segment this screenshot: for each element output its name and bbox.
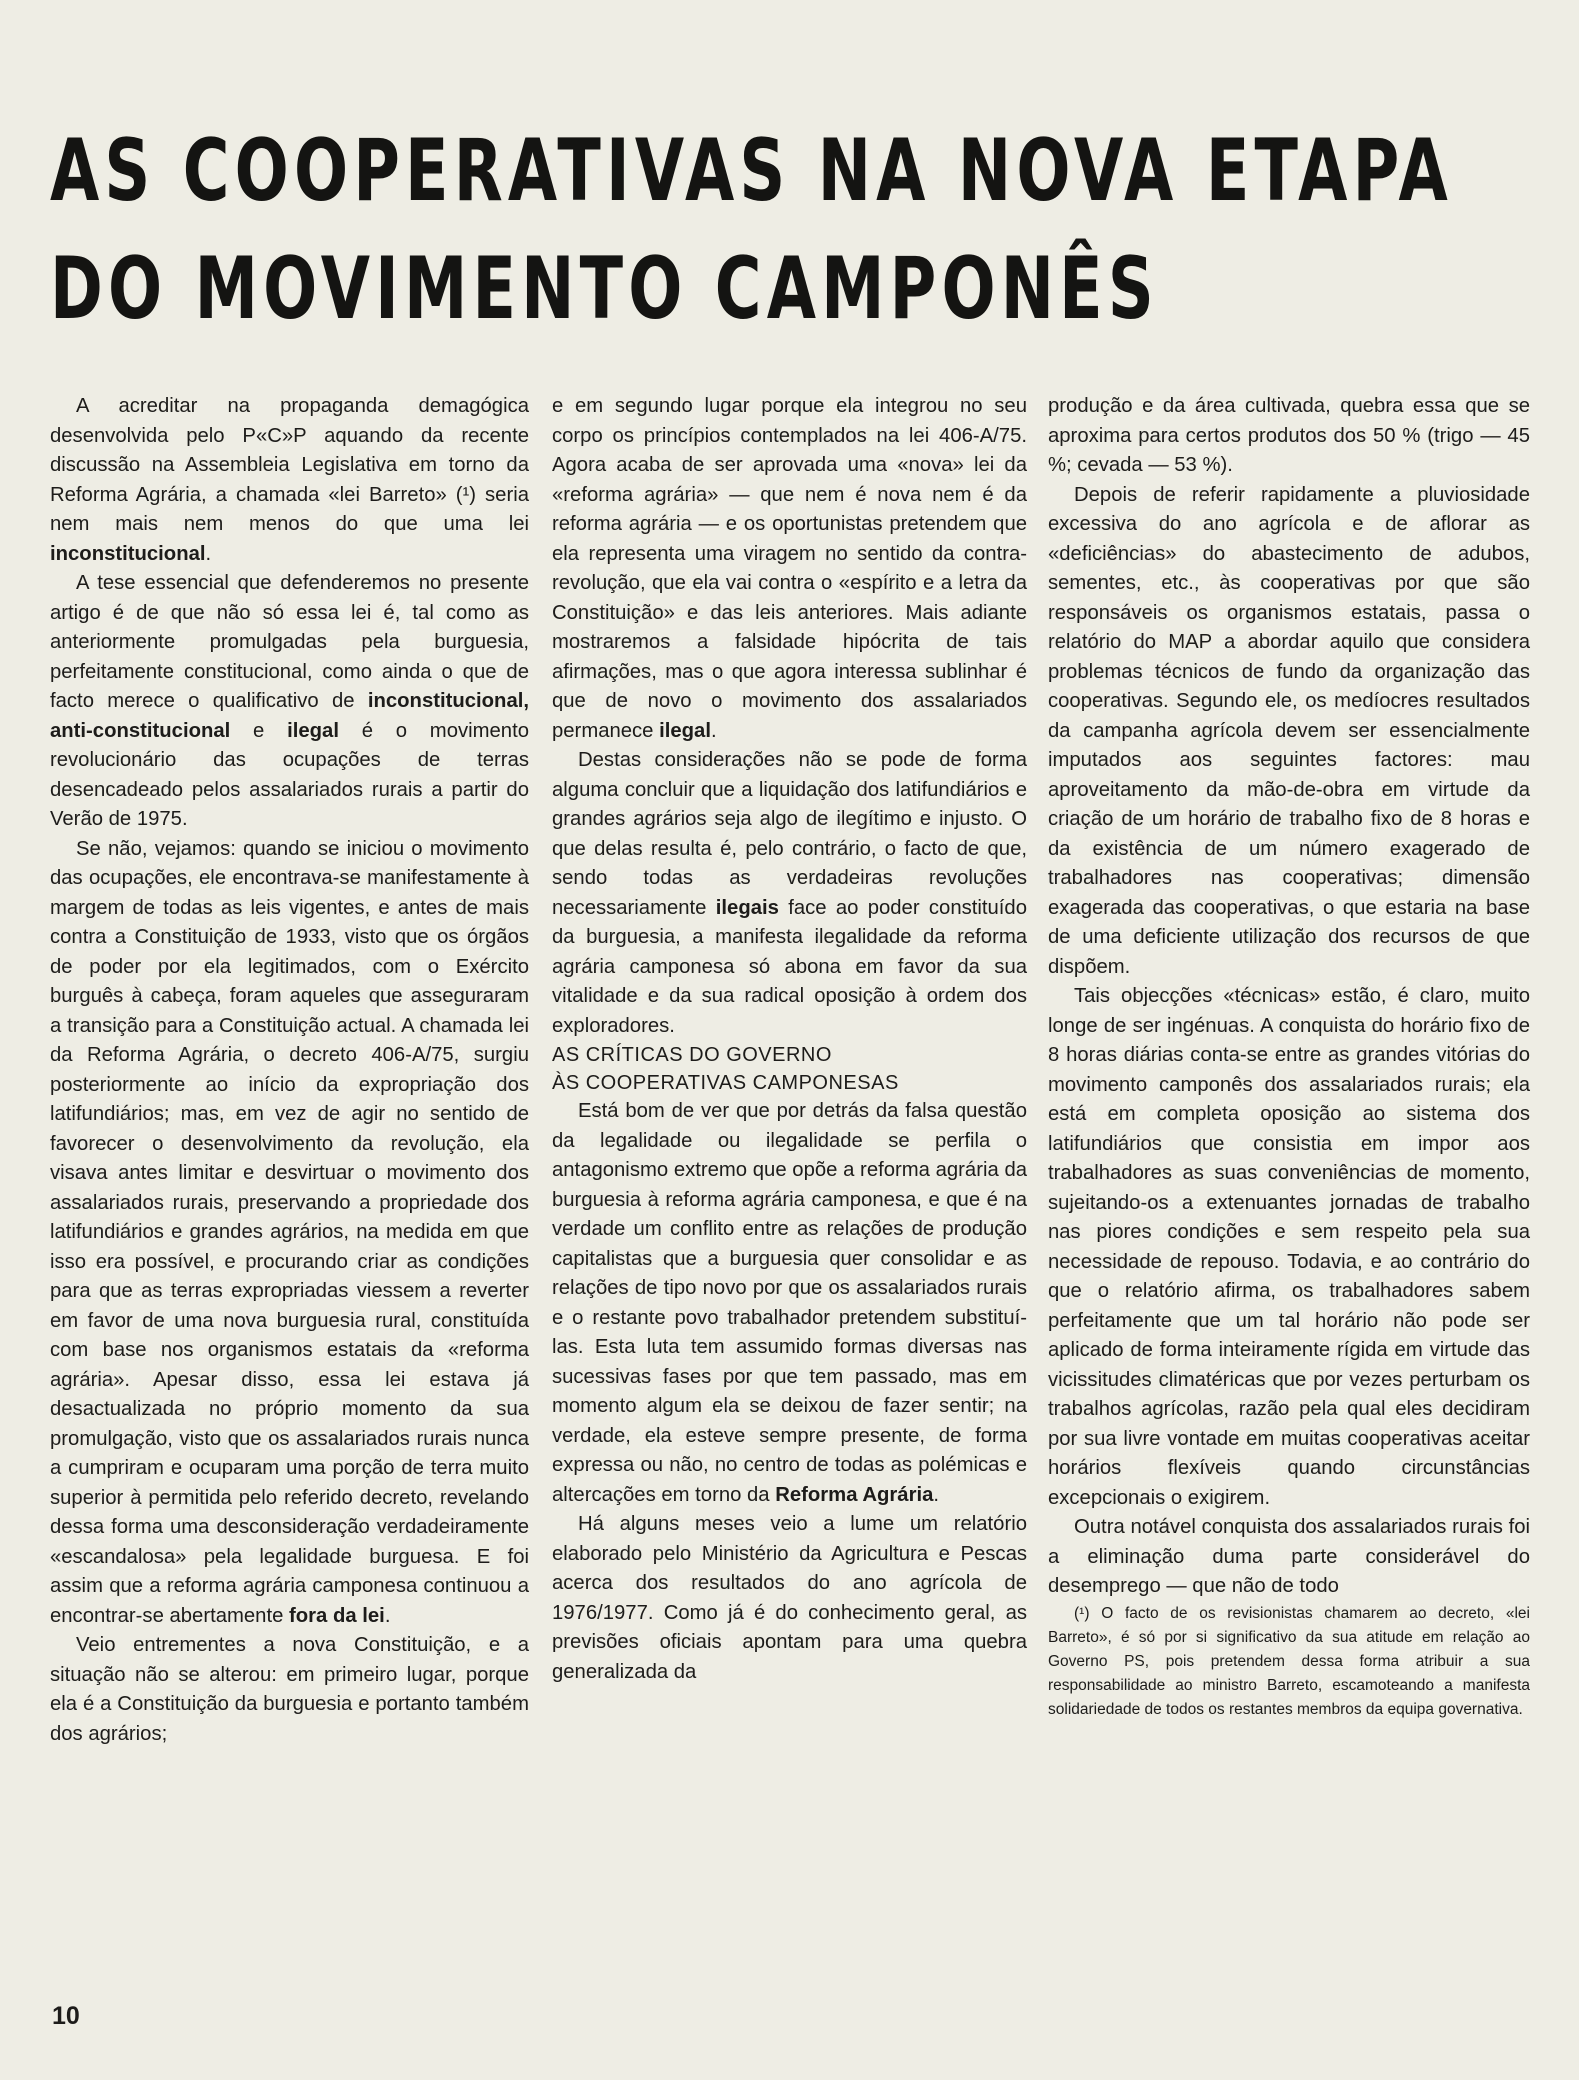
title-line-1: AS COOPERATIVAS NA NOVA ETAPA bbox=[50, 121, 1453, 221]
paragraph: Há alguns meses veio a lume um relatório elaborado pelo Ministério da Agricultura e Pescas acerca dos resultados do ano agrícola de 1976/1977. Como já é do conhecimento geral, as previsões oficiais apontam para uma quebra generalizada da bbox=[552, 1513, 1027, 1683]
article-title bbox=[50, 112, 1530, 348]
paragraph: Tais objecções «técnicas» estão, é claro, muito longe de ser ingénuas. A conquista do horário fixo de 8 horas diárias conta-se entre as grandes vitórias do movimento camponês dos assalariados rurais; ela está em completa oposição ao sistema dos latifundiários que consistia em impor aos trabalhadores as suas conveniências de momento, sujeitando-os a extenuantes jornadas de trabalho nas piores condições e sem respeito pela sua necessidade de repouso. Todavia, e ao contrário do que o relatório afirma, os trabalhadores sabem perfeitamente que um tal horário não pode ser aplicado de forma inteiramente rígida em virtude das vicissitudes climatéricas que por vezes perturbam os trabalhos agrícolas, razão pela qual eles decidiram por sua livre vontade em muitas cooperativas aceitar horários flexíveis quando circunstâncias excepcionais o exigirem. bbox=[1048, 985, 1530, 1509]
section-subtitle: AS CRÍTICAS DO GOVERNO ÀS COOPERATIVAS CAMPONESAS bbox=[552, 1044, 899, 1094]
footnote: (¹) O facto de os revisionistas chamarem ao decreto, «lei Barreto», é só por si significativo da sua atitude em relação ao Governo PS, pois pretendem dessa forma atribuir a sua responsabilidade ao ministro Barreto, escamoteando a manifesta solidariedade de todos os restantes membros da equipa governativa. bbox=[1048, 1604, 1530, 1718]
page-number: 10 bbox=[52, 2002, 80, 2030]
column-2 bbox=[552, 392, 1027, 1687]
paragraph: A tese essencial que defenderemos no presente artigo é de que não só essa lei é, tal como as anteriormente promulgadas pela burguesia, perfeitamente constitucional, como ainda o que de facto merece o qualificativo de inconstitucional, anti-constitucional e ilegal é o movimento revolucionário das ocupações de terras desencadeado pelos assalariados rurais a partir do Verão de 1975. bbox=[50, 572, 529, 830]
paragraph: Veio entrementes a nova Constituição, e a situação não se alterou: em primeiro lugar, porque ela é a Constituição da burguesia e portanto também dos agrários; bbox=[50, 1634, 529, 1745]
paragraph: Se não, vejamos: quando se iniciou o movimento das ocupações, ele encontrava-se manifestamente à margem de todas as leis vigentes, e antes de mais contra a Constituição de 1933, visto que os órgãos de poder por ela legitimados, com o Exército burguês à cabeça, foram aqueles que asseguraram a transição para a Constituição actual. A chamada lei da Reforma Agrária, o decreto 406-A/75, surgiu posteriormente ao início da expropriação dos latifundiários; mas, em vez de agir no sentido de favorecer o desenvolvimento da revolução, ela visava antes limitar e desvirtuar o movimento dos assalariados rurais, preservando a propriedade dos latifundiários e grandes agrários, na medida em que isso era possível, e procurando criar as condições para que as terras expropriadas viessem a reverter em favor de uma nova burguesia rural, constituída com base nos organismos estatais da «reforma agrária». Apesar disso, essa lei estava já desactualizada no próprio momento da sua promulgação, visto que os assalariados rurais nunca a cumpriram e ocuparam uma porção de terra muito superior à permitida pelo referido decreto, revelando dessa forma uma desconsideração verdadeiramente «escandalosa» pela legalidade burguesa. E foi assim que a reforma agrária camponesa continuou a encontrar-se abertamente fora da lei. bbox=[50, 837, 529, 1627]
column-3 bbox=[1048, 392, 1530, 1722]
paragraph: Está bom de ver que por detrás da falsa questão da legalidade ou ilegalidade se perfila o antagonismo extremo que opõe a reforma agrária da burguesia à reforma agrária camponesa, e que é na verdade um conflito entre as relações de produção capitalistas que a burguesia quer consolidar e as relações de tipo novo por que os assalariados rurais e o restante povo trabalhador pretendem substituí-las. Esta luta tem assumido formas diversas nas sucessivas fases por que tem passado, mas em momento algum ela se deixou de fazer sentir; na verdade, ela esteve sempre presente, de forma expressa ou não, no centro de todas as polémicas e altercações em torno da Reforma Agrária. bbox=[552, 1100, 1027, 1506]
paragraph: A acreditar na propaganda demagógica desenvolvida pelo P«C»P aquando da recente discussão na Assembleia Legislativa em torno da Reforma Agrária, a chamada «lei Barreto» (¹) seria nem mais nem menos do que uma lei inconstitucional. bbox=[50, 395, 529, 565]
paragraph: Depois de referir rapidamente a pluviosidade excessiva do ano agrícola e de aflorar as «deficiências» do abastecimento de adubos, sementes, etc., às cooperativas por que são responsáveis os organismos estatais, passa o relatório do MAP a abordar aquilo que considera problemas técnicos de fundo da organização das cooperativas. Segundo ele, os medíocres resultados da campanha agrícola devem ser essencialmente imputados aos seguintes factores: mau aproveitamento da mão-de-obra em virtude da criação de um horário de trabalho fixo de 8 horas e da existência de um número exagerado de trabalhadores nas cooperativas; dimensão exagerada das cooperativas, o que estaria na base de uma deficiente utilização dos recursos de que dispõem. bbox=[1048, 483, 1530, 978]
paragraph: Outra notável conquista dos assalariados rurais foi a eliminação duma parte considerável do desemprego — que não de todo bbox=[1048, 1516, 1530, 1597]
paragraph: e em segundo lugar porque ela integrou no seu corpo os princípios contemplados na lei 406-A/75. Agora acaba de ser aprovada uma «nova» lei da «reforma agrária» — que nem é nova nem é da reforma agrária — e os oportunistas pretendem que ela representa uma viragem no sentido da contra-revolução, que ela vai contra o «espírito e a letra da Constituição» e das leis anteriores. Mais adiante mostraremos a falsidade hipócrita de tais afirmações, mas o que agora interessa sublinhar é que de novo o movimento dos assalariados permanece ilegal. bbox=[552, 395, 1027, 742]
paragraph: Destas considerações não se pode de forma alguma concluir que a liquidação dos latifundiários e grandes agrários seja algo de ilegítimo e injusto. O que delas resulta é, pelo contrário, o facto de que, sendo todas as verdadeiras revoluções necessariamente ilegais face ao poder constituído da burguesia, a manifesta ilegalidade da reforma agrária camponesa só abona em favor da sua vitalidade e da sua radical oposição à ordem dos exploradores. bbox=[552, 749, 1027, 1037]
title-line-2: DO MOVIMENTO CAMPONÊS bbox=[50, 239, 1159, 339]
column-1 bbox=[50, 392, 529, 1749]
paragraph: produção e da área cultivada, quebra essa que se aproxima para certos produtos dos 50 % (trigo — 45 %; cevada — 53 %). bbox=[1048, 395, 1530, 476]
